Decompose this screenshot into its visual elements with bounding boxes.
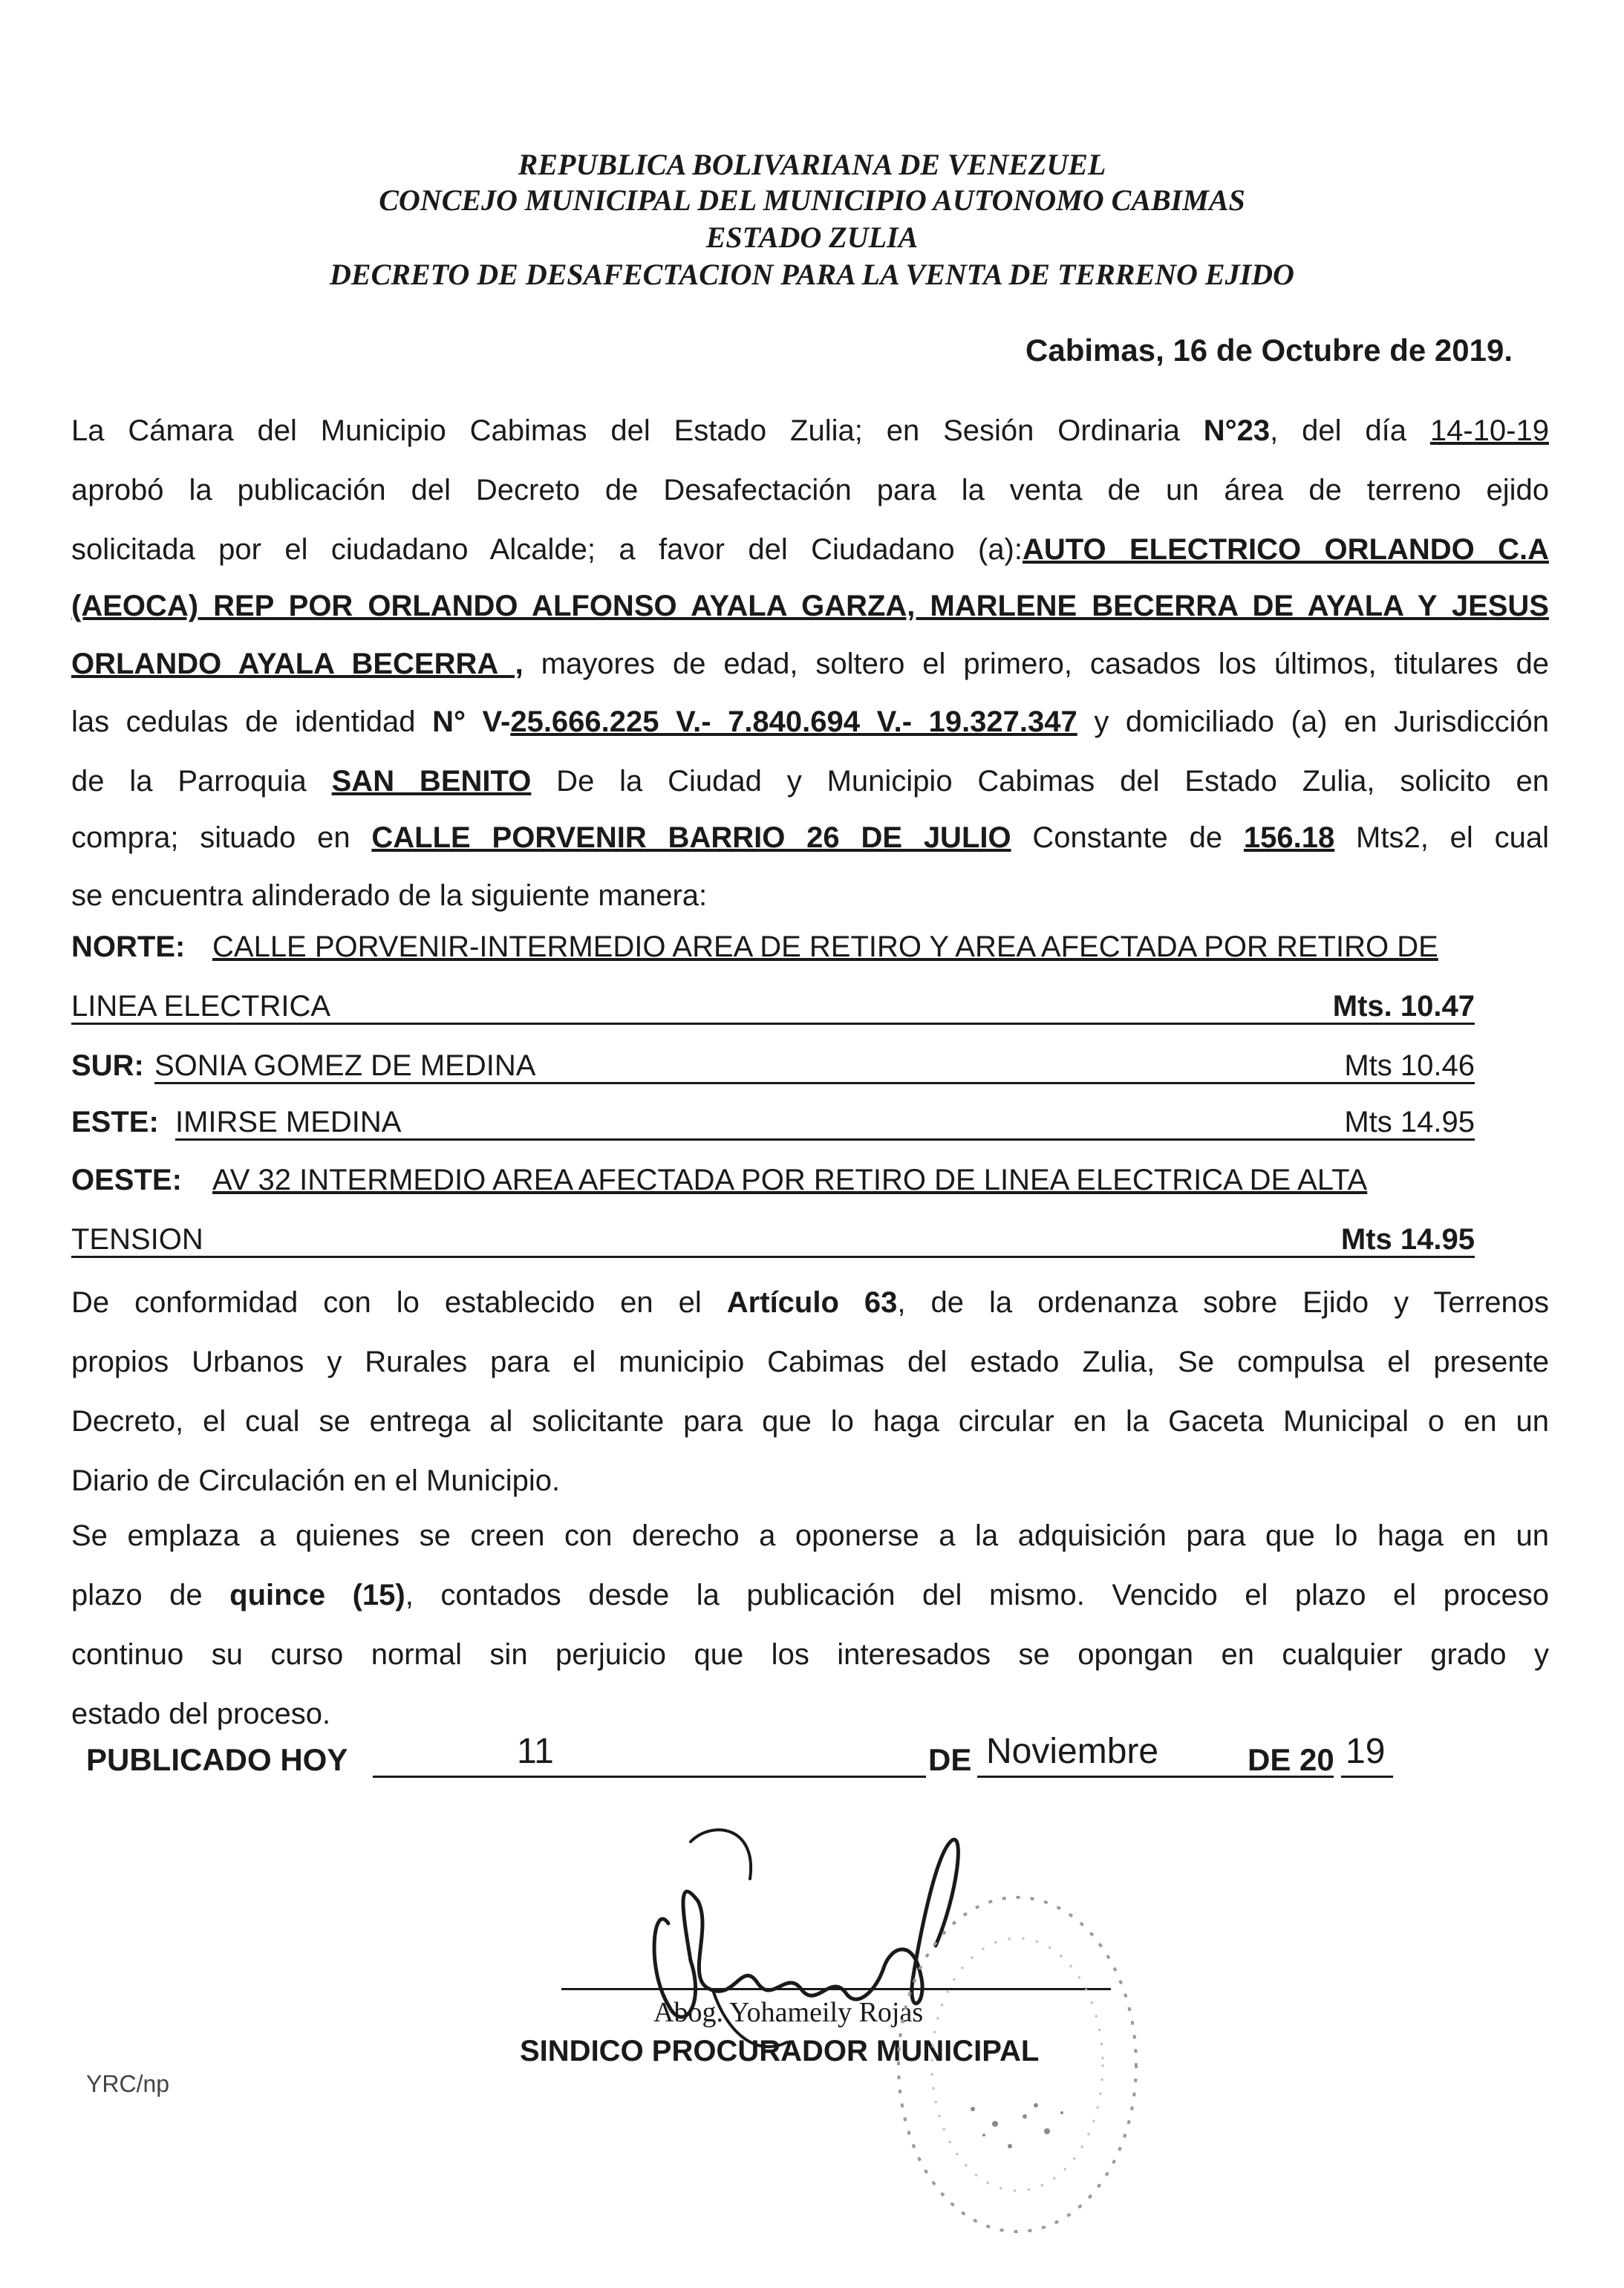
oeste-text: AV 32 INTERMEDIO AREA AFECTADA POR RETIRO DE LINEA ELECTRICA DE ALTA [212, 1164, 1368, 1196]
body-p1-line-2: propios Urbanos y Rurales para el municipio Cabimas del estado Zulia, Se compulsa el presente [71, 1346, 1549, 1378]
intro-line-1: La Cámara del Municipio Cabimas del Estado Zulia; en Sesión Ordinaria N°23, del día 14-10-19 [71, 414, 1549, 447]
published-de-year: DE 20 [1248, 1742, 1334, 1777]
published-row [86, 1732, 1408, 1781]
published-de: DE [928, 1742, 972, 1777]
header-line-4: DECRETO DE DESAFECTACION PARA LA VENTA DE TERRENO EJIDO [330, 258, 1294, 291]
intro-line-7: de la Parroquia SAN BENITO De la Ciudad y Municipio Cabimas del Estado Zulia, solicito en [71, 765, 1549, 798]
este-label: ESTE: [71, 1106, 159, 1138]
body-p1-line-4: Diario de Circulación en el Municipio. [71, 1464, 561, 1497]
header-line-1: REPUBLICA BOLIVARIANA DE VENEZUEL [518, 148, 1106, 181]
sur-text: SONIA GOMEZ DE MEDINA [154, 1049, 536, 1082]
oeste-mts: Mts 14.95 [1340, 1223, 1475, 1256]
date-line: Cabimas, 16 de Octubre de 2019. [1025, 333, 1513, 368]
body-p2-line-4: estado del proceso. [71, 1698, 331, 1730]
norte-text-2: LINEA ELECTRICA [71, 990, 331, 1023]
sur-label: SUR: [71, 1049, 144, 1082]
este-text: IMIRSE MEDINA [175, 1106, 402, 1138]
body-p1-line-3: Decreto, el cual se entrega al solicitante para que lo haga circular en la Gaceta Municipal o en un [71, 1405, 1549, 1438]
initials: YRC/np [86, 2070, 170, 2097]
norte-mts: Mts. 10.47 [1332, 990, 1475, 1023]
sur-row [71, 1047, 1475, 1084]
intro-line-4: (AEOCA) REP POR ORLANDO ALFONSO AYALA GARZA, MARLENE BECERRA DE AYALA Y JESUS [71, 590, 1549, 622]
body-p1-line-1: De conformidad con lo establecido en el Artículo 63, de la ordenanza sobre Ejido y Terrenos [71, 1286, 1549, 1319]
este-mts: Mts 14.95 [1344, 1106, 1475, 1138]
oeste-text-2: TENSION [71, 1223, 203, 1256]
norte-label: NORTE: [71, 930, 186, 963]
norte-row-1 [71, 928, 1475, 965]
intro-line-9: se encuentra alinderado de la siguiente manera: [71, 879, 708, 912]
body-p2-line-3: continuo su curso normal sin perjuicio que los interesados se opongan en cualquier grado y [71, 1638, 1549, 1671]
signature-name: Abog. Yohameily Rojas [653, 1997, 924, 2028]
norte-row-2 [71, 988, 1475, 1025]
oeste-row-2 [71, 1221, 1475, 1258]
oeste-label: OESTE: [71, 1164, 182, 1196]
sur-mts: Mts 10.46 [1344, 1049, 1475, 1082]
official-seal [884, 1886, 1151, 2243]
header-line-2: CONCEJO MUNICIPAL DEL MUNICIPIO AUTONOMO CABIMAS [379, 183, 1245, 217]
este-row [71, 1104, 1475, 1141]
norte-text: CALLE PORVENIR-INTERMEDIO AREA DE RETIRO Y AREA AFECTADA POR RETIRO DE [212, 930, 1438, 963]
body-p2-line-2: plazo de quince (15), contados desde la publicación del mismo. Vencido el plazo el proceso [71, 1579, 1549, 1611]
body-p2-line-1: Se emplaza a quienes se creen con derecho a oponerse a la adquisición para que lo haga en un [71, 1519, 1549, 1552]
published-month: Noviembre [986, 1732, 1159, 1771]
published-year: 19 [1346, 1732, 1386, 1771]
signature-title: SINDICO PROCURADOR MUNICIPAL [520, 2035, 1040, 2067]
oeste-row-1 [71, 1161, 1475, 1199]
intro-line-8: compra; situado en CALLE PORVENIR BARRIO 26 DE JULIO Constante de 156.18 Mts2, el cual [71, 821, 1549, 854]
published-label: PUBLICADO HOY [86, 1742, 348, 1777]
published-day: 11 [517, 1732, 554, 1771]
intro-line-5: ORLANDO AYALA BECERRA , mayores de edad, soltero el primero, casados los últimos, titulares de [71, 648, 1549, 680]
intro-line-2: aprobó la publicación del Decreto de Desafectación para la venta de un área de terreno ejido [71, 474, 1549, 506]
header-line-3: ESTADO ZULIA [705, 221, 919, 254]
intro-line-3: solicitada por el ciudadano Alcalde; a favor del Ciudadano (a):AUTO ELECTRICO ORLANDO C.A [71, 533, 1549, 566]
intro-line-6: las cedulas de identidad N° V-25.666.225 V.- 7.840.694 V.- 19.327.347 y domiciliado (a) en Jurisdicción [71, 705, 1549, 738]
